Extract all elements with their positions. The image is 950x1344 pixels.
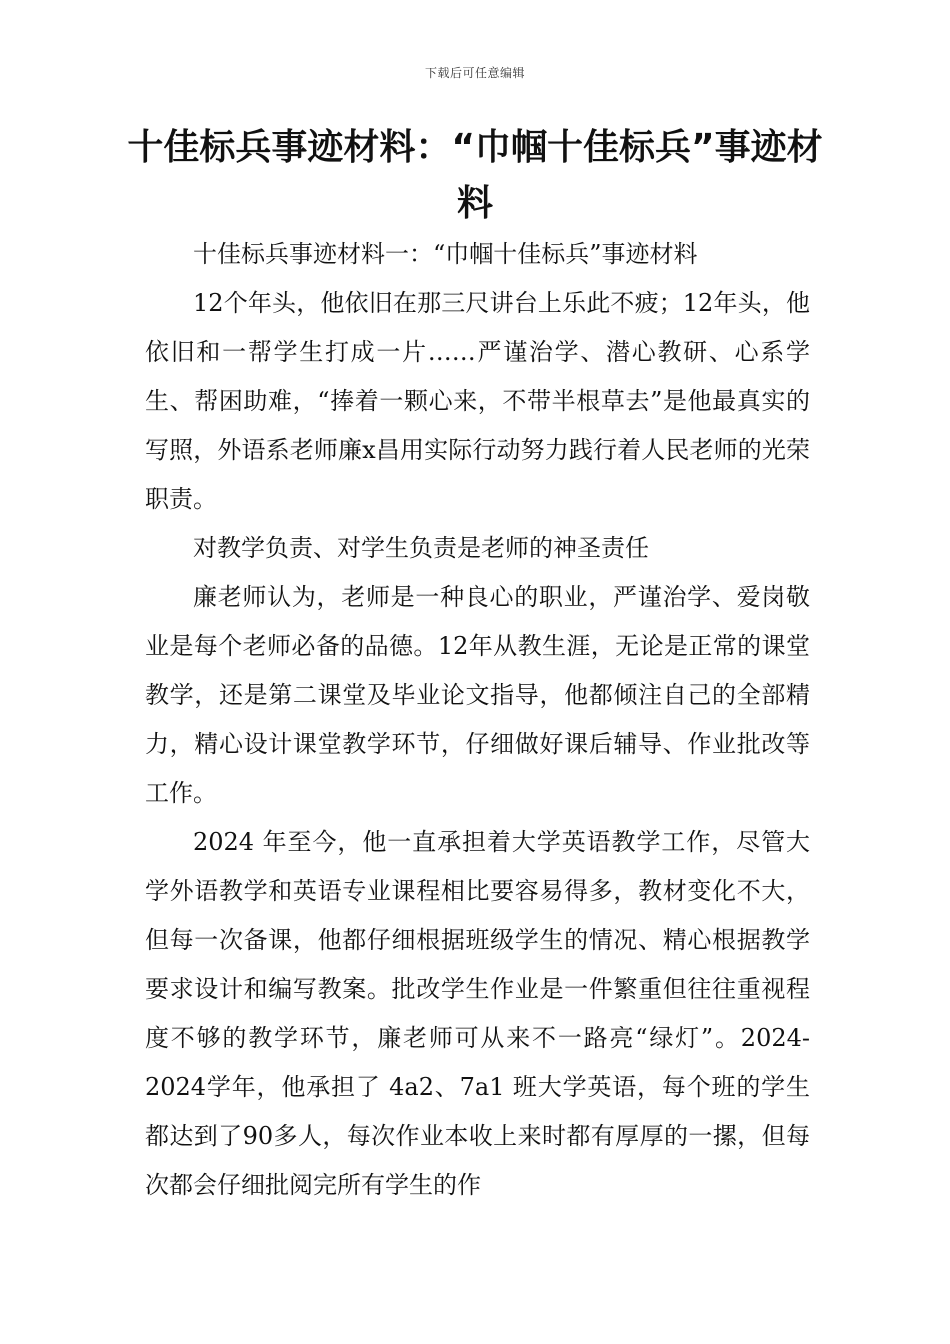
paragraph: 2024 年至今，他一直承担着大学英语教学工作，尽管大学外语教学和英语专业课程相比要容易得多，教材变化不大，但每一次备课，他都仔细根据班级学生的情况、精心根据教学要求设计和编写教案。批改学生作业是一件繁重但往往重视程度不够的教学环节，廉老师可从来不一路亮“绿灯”。2024-2024学年，他承担了 4a2、7a1 班大学英语，每个班的学生都达到了90多人，每次作业本收上来时都有厚厚的一摞，但每次都会仔细批阅完所有学生的作	[145, 828, 810, 1199]
paragraph-subtitle: 十佳标兵事迹材料一：“巾帼十佳标兵”事迹材料	[193, 240, 698, 268]
document-body	[145, 230, 810, 1210]
section-heading: 对教学负责、对学生负责是老师的神圣责任	[193, 534, 649, 562]
paragraph: 廉老师认为，老师是一种良心的职业，严谨治学、爱岗敬业是每个老师必备的品德。12年从教生涯，无论是正常的课堂教学，还是第二课堂及毕业论文指导，他都倾注自己的全部精力，精心设计课堂教学环节，仔细做好课后辅导、作业批改等工作。	[145, 583, 810, 807]
document-title: 十佳标兵事迹材料：“巾帼十佳标兵”事迹材料	[127, 127, 823, 224]
paragraph: 12个年头，他依旧在那三尺讲台上乐此不疲；12年头，他依旧和一帮学生打成一片……严谨治学、潜心教研、心系学生、帮困助难，“捧着一颗心来，不带半根草去”是他最真实的写照，外语系老师廉x昌用实际行动努力践行着人民老师的光荣职责。	[145, 289, 810, 513]
header-note: 下载后可任意编辑	[424, 66, 525, 80]
